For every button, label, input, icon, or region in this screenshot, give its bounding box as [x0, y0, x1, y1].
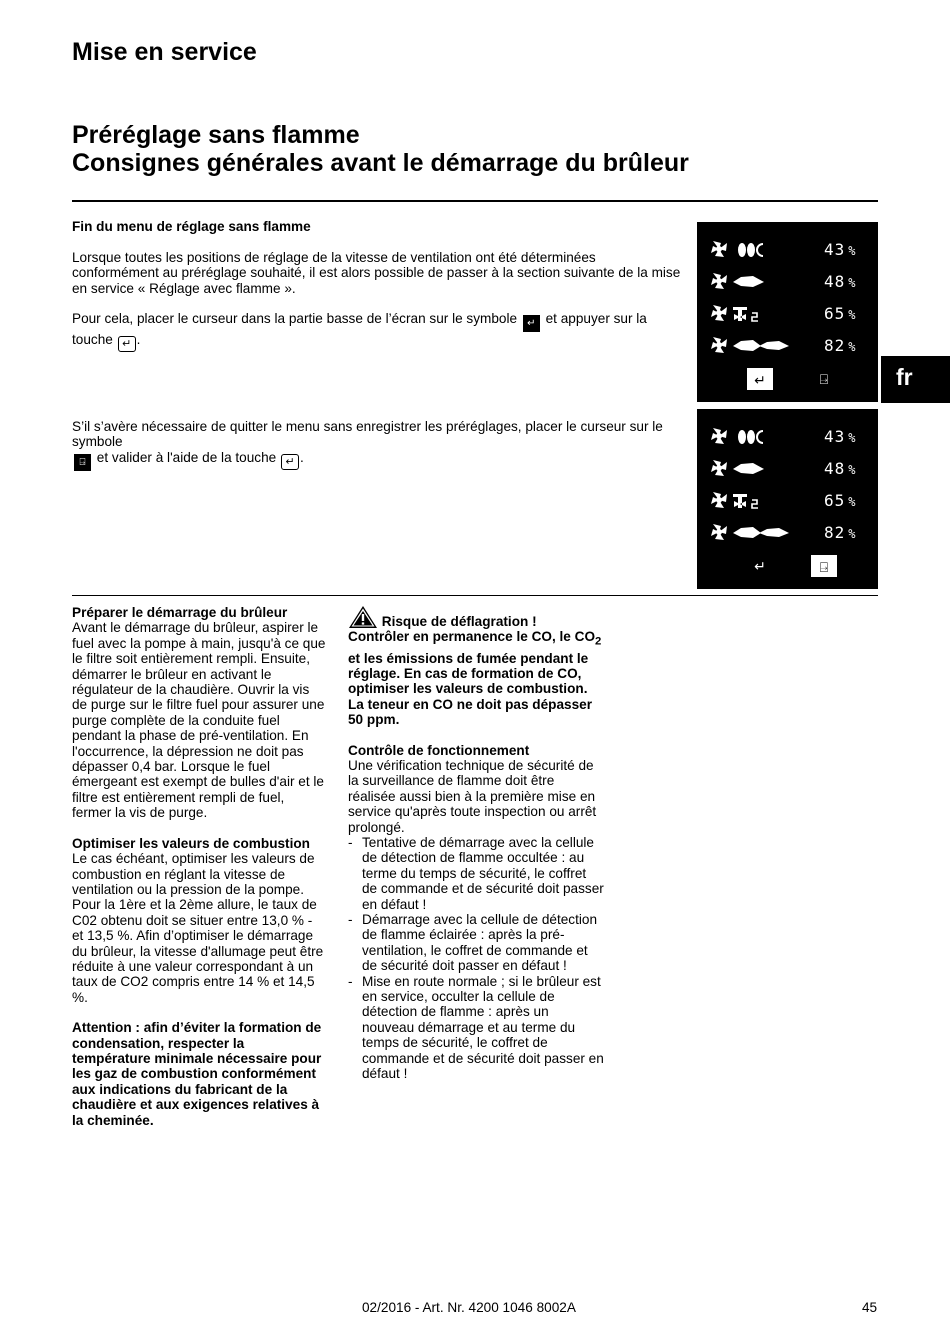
footer-doc-number: 02/2016 - Art. Nr. 4200 1046 8002A — [362, 1300, 576, 1315]
attention-note: Attention : afin d’éviter la formation de condensation, respecter la température minimale nécessaire pour les gaz de combustion conformément aux indications du fabricant de la chaudière et aux exigences relatives à la cheminée. — [72, 1020, 322, 1128]
heading-optimize-combustion: Optimiser les valeurs de combustion — [72, 835, 310, 851]
lcd-row-valve — [697, 302, 878, 326]
left-column — [72, 605, 326, 1143]
exit-symbol-icon: ⍈ — [74, 454, 91, 471]
language-tab-fr: fr — [881, 356, 950, 403]
warning-text-b: et les émissions de fumée pendant le réglage. En cas de formation de CO, optimiser les valeurs de combustion. La teneur en CO ne doit pas dépasser 50 ppm. — [348, 650, 592, 728]
lcd-display-2 — [697, 409, 878, 589]
lcd-row-valve — [697, 489, 878, 513]
lcd1-value-3: 65 % — [824, 304, 857, 323]
fan-ignition-icon — [709, 425, 819, 449]
lcd-row-stage1 — [697, 457, 878, 481]
lcd1-value-4: 82 % — [824, 336, 857, 355]
lcd1-enter-button[interactable]: ↵ — [747, 368, 773, 390]
lcd-row-stage2 — [697, 334, 878, 358]
lcd1-value-1: 43 % — [824, 240, 857, 259]
para-optimize-combustion: Le cas échéant, optimiser les valeurs de combustion en réglant la vitesse de ventilation ou la pression de la pompe. Pour la 1ère et la 2ème allure, le taux de C02 obtenu doit se situer entre 13,0 % - et 13,5 %. Afin d’optimiser le démarrage du brûleur, la vitesse d'allumage peut être réduite à une valeur correspondant à un taux de CO2 compris entre 14 % et 14,5 %. — [72, 851, 324, 1005]
lcd-display-1 — [697, 222, 878, 402]
warning-block — [348, 605, 604, 728]
fan-flame-icon — [709, 270, 819, 294]
list-item: - Mise en route normale ; si le brûleur est en service, occulter la cellule de détection de flamme : après un nouveau démarrage et au terme du temps de sécurité, le coffret de commande et de sécurité doit passer en défaut ! — [348, 974, 604, 1082]
enter-symbol-icon: ↵ — [523, 315, 540, 332]
para-exit-instruction — [72, 419, 682, 471]
para2-text-b: et appuyer sur la touche — [72, 311, 647, 347]
para3-text-a: S’il s’avère nécessaire de quitter le menu sans enregistrer les préréglages, placer le curseur sur le symbole — [72, 419, 663, 450]
lcd-row-stage2 — [697, 521, 878, 545]
list-item: - Démarrage avec la cellule de détection de flamme éclairée : après la pré-ventilation, le coffret de commande et de sécurité doit passer en défaut ! — [348, 912, 604, 974]
lcd2-value-3: 65 % — [824, 491, 857, 510]
lcd2-value-2: 48 % — [824, 459, 857, 478]
lcd-row-ignition — [697, 238, 878, 262]
para2-text-c: . — [136, 332, 141, 347]
fan-ignition-icon — [709, 238, 819, 262]
section-divider — [72, 595, 878, 596]
header-rule — [72, 200, 878, 202]
fan-double-flame-icon — [709, 521, 819, 545]
section-heading: Mise en service — [72, 38, 257, 66]
warning-text-a: Contrôler en permanence le CO, le CO — [348, 629, 596, 645]
warning-subscript: 2 — [595, 636, 602, 649]
para-prepare-start: Avant le démarrage du brûleur, aspirer le fuel avec la pompe à main, jusqu'à ce que le filtre soit entièrement rempli. Ensuite, démarrer le brûleur en activant le régulateur de la chaudière. Ouvrir la vis de purge sur le filtre fuel pour assurer une purge complète de la conduite fuel pendant la phase de pré-ventilation. En l'occurrence, la dépression ne doit pas dépasser 0,4 bar. Lorsque le fuel émergeant est exempt de bulles d'air et le filtre est entièrement rempli de fuel, fermer la vis de purge. — [72, 620, 326, 821]
para-function-check: Une vérification technique de sécurité de la surveillance de flamme doit être réalisée aussi bien à la première mise en service qu'après toute inspection ou arrêt prolongé. — [348, 757, 597, 835]
lcd2-enter-button[interactable]: ↵ — [754, 558, 766, 574]
title-line-2: Consignes générales avant le démarrage du brûleur — [72, 149, 689, 177]
lcd-row-stage1 — [697, 270, 878, 294]
heading-prepare-start: Préparer le démarrage du brûleur — [72, 605, 288, 620]
lcd1-exit-button[interactable]: ⍈ — [819, 371, 829, 387]
para-enter-instruction — [72, 311, 682, 352]
middle-column — [348, 605, 604, 1082]
para2-text-a: Pour cela, placer le curseur dans la partie basse de l’écran sur le symbole — [72, 311, 518, 326]
enter-key-icon: ↵ — [281, 454, 299, 470]
list-item: - Tentative de démarrage avec la cellule de détection de flamme occultée : au terme du temps de sécurité, le coffret de commande et de sécurité doit passer en défaut ! — [348, 835, 604, 912]
page-title — [72, 121, 689, 177]
fan-double-flame-icon — [709, 334, 819, 358]
lcd2-value-4: 82 % — [824, 523, 857, 542]
function-check-list — [348, 835, 604, 1082]
warning-title: Risque de déflagration ! — [381, 614, 537, 629]
lcd2-exit-button[interactable]: ⍈ — [811, 555, 837, 577]
fan-valve-icon — [709, 489, 819, 513]
page-number: 45 — [862, 1300, 878, 1315]
fan-valve-icon — [709, 302, 819, 326]
enter-key-icon: ↵ — [118, 336, 136, 352]
para-end-menu: Lorsque toutes les positions de réglage de la vitesse de ventilation ont été déterminées conformément au préréglage souhaité, il est alors possible de passer à la section suivante de la mise en service « Réglage avec flamme ». — [72, 250, 681, 296]
lcd1-value-2: 48 % — [824, 272, 857, 291]
para3-text-b: et valider à l'aide de la touche — [96, 449, 277, 465]
heading-function-check: Contrôle de fonctionnement — [348, 742, 530, 758]
title-line-1: Préréglage sans flamme — [72, 121, 360, 149]
warning-triangle-icon — [348, 605, 378, 629]
lcd2-value-1: 43 % — [824, 427, 857, 446]
para3-text-c: . — [300, 449, 304, 465]
subhead-end-menu: Fin du menu de réglage sans flamme — [72, 219, 311, 234]
lcd-row-ignition — [697, 425, 878, 449]
fan-flame-icon — [709, 457, 819, 481]
